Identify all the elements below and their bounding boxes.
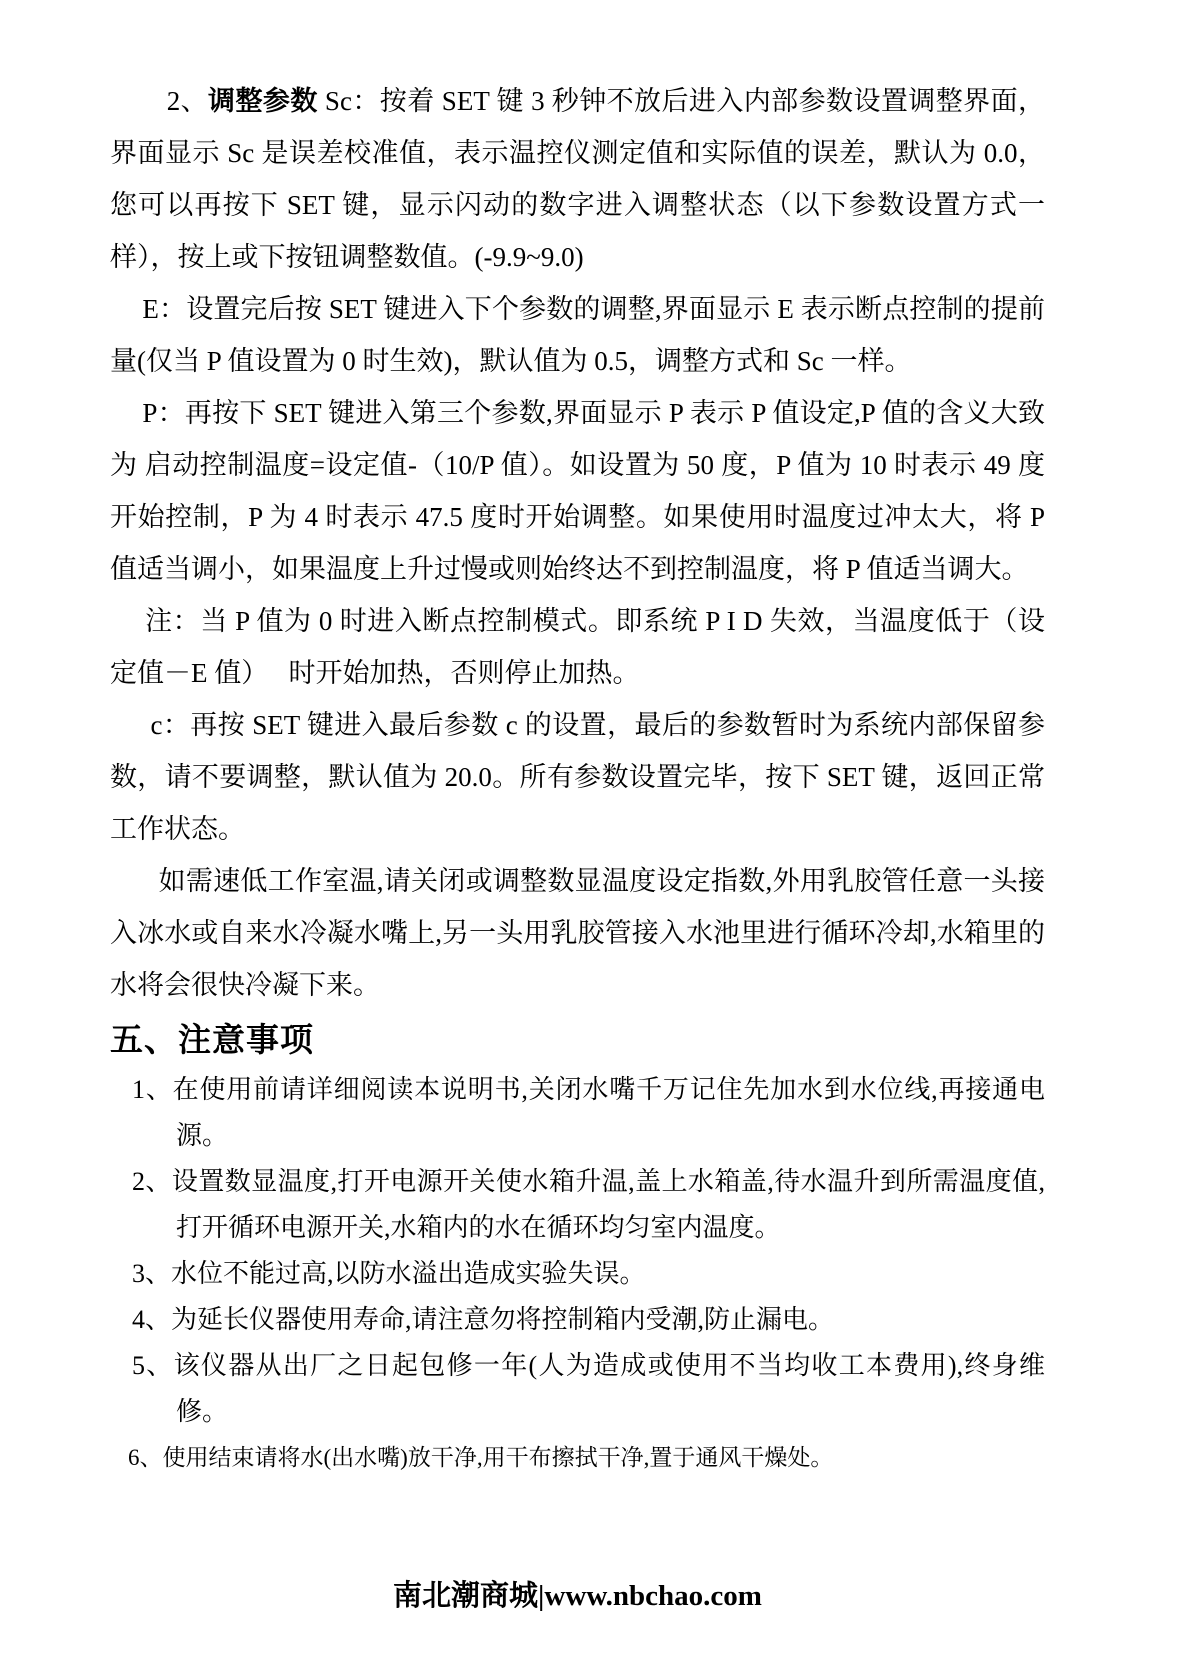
precaution-item-2: 2、设置数显温度,打开电源开关使水箱升温,盖上水箱盖,待水温升到所需温度值,打开循环电源开关,水箱内的水在循环均匀室内温度。: [132, 1167, 1045, 1242]
paragraph-param-e: E：设置完后按 SET 键进入下个参数的调整,界面显示 E 表示断点控制的提前量(仅当 P 值设置为 0 时生效)，默认值为 0.5，调整方式和 Sc 一样。: [110, 294, 1045, 376]
precaution-item-5: 5、该仪器从出厂之日起包修一年(人为造成或使用不当均收工本费用),终身维修。: [132, 1351, 1045, 1426]
paragraph-param-c: c：再按 SET 键进入最后参数 c 的设置，最后的参数暂时为系统内部保留参数，请不要调整，默认值为 20.0。所有参数设置完毕，按下 SET 键，返回正常工作状态。: [110, 710, 1045, 844]
footer-branding: 南北潮商城|www.nbchao.com: [393, 1580, 762, 1612]
paragraph-adjust-parameters-text: Sc：按着 SET 键 3 秒钟不放后进入内部参数设置调整界面，界面显示 Sc 是误差校准值，表示温控仪测定值和实际值的误差，默认为 0.0，您可以再按下 SET 键，显示闪动的数字进入调整状态（以下参数设置方式一样），按上或下按钮调整数值。(-9.9~9.0): [110, 86, 1046, 272]
paragraph-adjust-parameters: [110, 75, 1045, 283]
adjust-parameters-bold-label: 调整参数: [208, 86, 318, 116]
precaution-item-6: 6、使用结束请将水(出水嘴)放干净,用干布擦拭干净,置于通风干燥处。: [128, 1445, 834, 1470]
paragraph-note-break-point: 注：当 P 值为 0 时进入断点控制模式。即系统 P I D 失效，当温度低于（设定值－E 值） 时开始加热，否则停止加热。: [110, 606, 1045, 688]
paragraph-number: 2、: [166, 86, 209, 116]
precaution-item-4: 4、为延长仪器使用寿命,请注意勿将控制箱内受潮,防止漏电。: [132, 1305, 835, 1334]
manual-body: [110, 75, 1045, 1011]
paragraph-param-p: P：再按下 SET 键进入第三个参数,界面显示 P 表示 P 值设定,P 值的含义大致为 启动控制温度=设定值-（10/P 值）。如设置为 50 度，P 值为 10 时表示 49 度开始控制，P 为 4 时表示 47.5 度时开始调整。如果使用时温度过冲太大，将 P 值适当调小，如果温度上升过慢或则始终达不到控制温度，将 P 值适当调大。: [110, 398, 1045, 584]
precautions-list: [110, 1067, 1045, 1481]
precaution-item-1: 1、在使用前请详细阅读本说明书,关闭水嘴千万记住先加水到水位线,再接通电源。: [132, 1075, 1045, 1150]
precaution-item-3: 3、水位不能过高,以防水溢出造成实验失误。: [132, 1259, 646, 1288]
section-heading-precautions: 五、注意事项: [110, 1021, 314, 1058]
paragraph-cooling-tip: 如需速低工作室温,请关闭或调整数显温度设定指数,外用乳胶管任意一头接入冰水或自来水冷凝水嘴上,另一头用乳胶管接入水池里进行循环冷却,水箱里的水将会很快冷凝下来。: [110, 866, 1045, 1000]
